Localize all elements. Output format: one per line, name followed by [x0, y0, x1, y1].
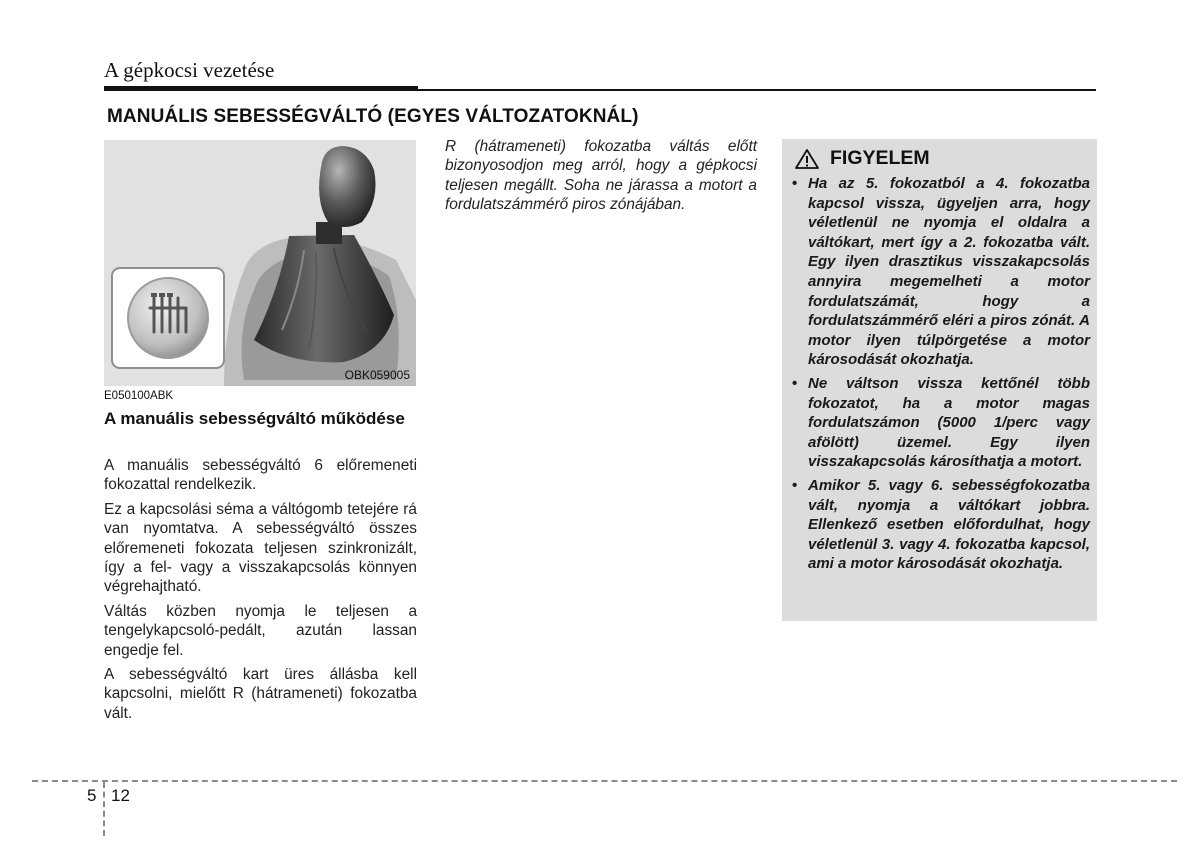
- warning-item: • Ne váltson vissza kettőnél több fokozatot, ha a motor magas fordulatszámon (5000 1/perc vagy afölött) üzemel. Egy ilyen visszakapcsolás károsíthatja a motort.: [792, 374, 1090, 472]
- body-paragraph: Váltás közben nyomja le teljesen a tengelykapcsoló-pedált, azután lassan engedje fel.: [104, 602, 417, 659]
- subheading: A manuális sebességváltó működése: [104, 409, 405, 428]
- warning-title: FIGYELEM: [830, 147, 930, 169]
- warning-item: • Amikor 5. vagy 6. sebességfokozatba vált, nyomja a váltókart jobbra. Ellenkező esetben előfordulhat, hogy véletlenül 3. vagy 4. fokozatba kapcsol, ami a motor károsodását okozhatja.: [792, 476, 1090, 574]
- warning-triangle-icon: [794, 148, 820, 170]
- footer-divider: [32, 780, 1177, 782]
- section-title: MANUÁLIS SEBESSÉGVÁLTÓ (EGYES VÁLTOZATOKNÁL): [107, 106, 639, 127]
- reference-code: E050100ABK: [104, 390, 174, 402]
- warning-item: • Ha az 5. fokozatból a 4. fokozatba kapcsol vissza, ügyeljen arra, hogy véletlenül ne nyomja el oldalra a váltókart, mert így a 2. fokozatba vált. Egy ilyen drasztikus visszakapcsolás annyira megemelheti a motor fordulatszámát, hogy a fordulatszámmérő eléri a piros zónát. A motor ilyen túlpörgetése a motor károsodását okozhatja.: [792, 174, 1090, 370]
- warning-box: [782, 139, 1097, 621]
- figure-code: OBK059005: [344, 368, 410, 382]
- header-rule-thin: [418, 89, 1096, 91]
- warning-list: [792, 174, 1090, 578]
- page-number: 12: [111, 786, 130, 805]
- body-paragraph: A sebességváltó kart üres állásba kell kapcsolni, mielőtt R (hátrameneti) fokozatba vált.: [104, 666, 417, 722]
- body-paragraph: A manuális sebességváltó 6 előremeneti fokozattal rendelkezik.: [104, 457, 417, 494]
- middle-column-text: R (hátrameneti) fokozatba váltás előtt bizonyosodjon meg arról, hogy a gépkocsi teljesen megállt. Soha ne járassa a motort a fordulatszámmérő piros zónájában.: [445, 138, 757, 214]
- chapter-number: 5: [87, 786, 97, 805]
- gear-knob-illustration: [104, 140, 416, 386]
- left-column-body: [104, 456, 417, 728]
- body-paragraph: Ez a kapcsolási séma a váltógomb tetejére rá van nyomtatva. A sebességváltó összes előremeneti fokozata teljesen szinkronizált, így a fel- vagy a visszakapcsolás könnyen végrehajtható.: [104, 500, 417, 596]
- header-rule-thick: [104, 86, 418, 91]
- gear-knob-figure: [104, 140, 416, 386]
- footer-vertical-divider: [103, 782, 105, 836]
- running-header: A gépkocsi vezetése: [104, 58, 275, 82]
